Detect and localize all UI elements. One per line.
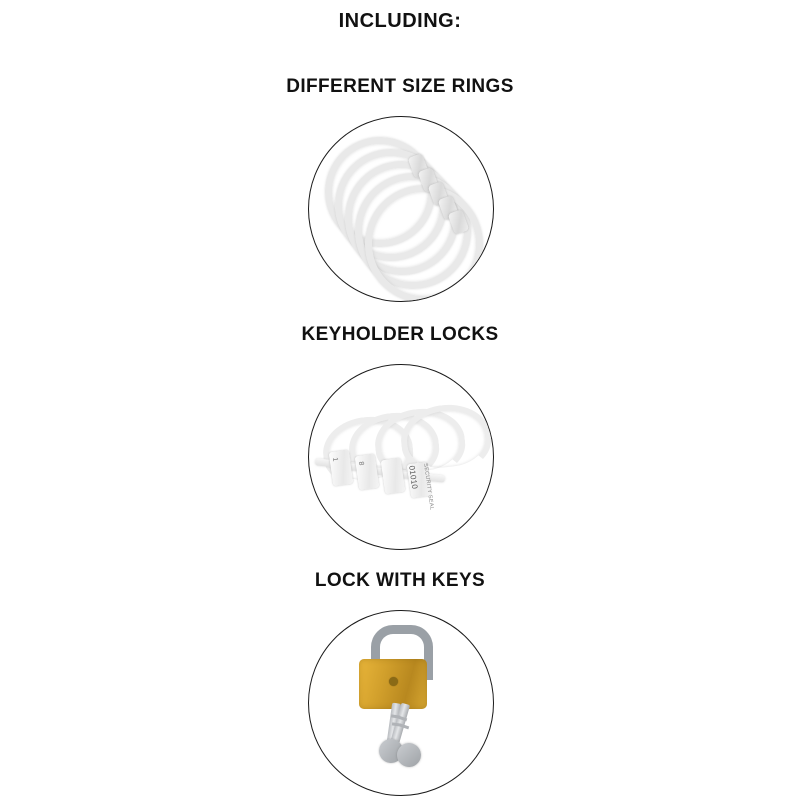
page-title: INCLUDING: (338, 10, 462, 32)
rings-photo (309, 117, 493, 301)
seal-label-2: 8 (357, 461, 365, 467)
section-title-rings: DIFFERENT SIZE RINGS (286, 76, 514, 97)
seal-label-1: 1 (331, 457, 339, 463)
rings-photo-circle (308, 116, 494, 302)
padlock-photo-circle (308, 610, 494, 796)
padlock-keyhole (389, 677, 398, 686)
section-title-lock-with-keys: LOCK WITH KEYS (314, 570, 486, 591)
keyholder-locks-photo-circle (308, 364, 494, 550)
seal-label-3: 01010 (407, 465, 420, 490)
seal-label-4: SECURITY SEAL (422, 463, 435, 511)
section-title-keyholder-locks: KEYHOLDER LOCKS (301, 324, 499, 345)
